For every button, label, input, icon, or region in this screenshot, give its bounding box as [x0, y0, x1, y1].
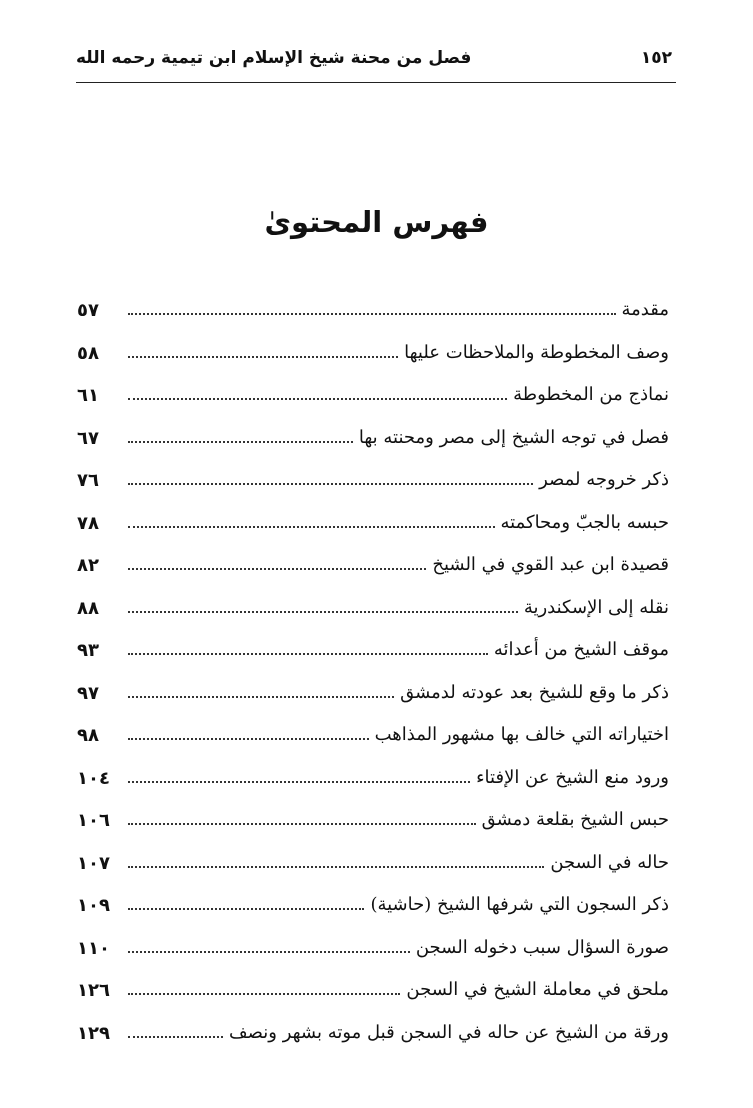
toc-entry [0, 843, 753, 886]
dot-leader [128, 696, 394, 698]
toc-entry-label: حبس الشيخ بقلعة دمشق [481, 809, 669, 830]
toc-entry [0, 460, 753, 503]
dot-leader [128, 356, 398, 358]
toc-entry-line [128, 427, 669, 448]
toc-entry-page: ١٠٩ [77, 895, 110, 916]
toc-entry-line [128, 469, 669, 490]
toc-entry-page: ٩٨ [77, 725, 99, 746]
toc-entry-label: حاله في السجن [550, 851, 669, 873]
toc-entry-line [128, 937, 669, 958]
toc-entry-line [128, 512, 669, 533]
dot-leader [128, 908, 364, 910]
dot-leader [128, 441, 353, 443]
toc-entry [0, 630, 753, 673]
toc-entry [0, 758, 753, 801]
toc-entry-label: نماذج من المخطوطة [513, 384, 669, 405]
toc-entry-line [128, 342, 669, 363]
toc-entry-label: ورود منع الشيخ عن الإفتاء [476, 766, 669, 788]
toc-entry [0, 715, 753, 758]
toc-entry-page: ١٠٧ [77, 852, 110, 874]
dot-leader [128, 526, 495, 528]
toc-entry-label: ورقة من الشيخ عن حاله في السجن قبل موته بشهر ونصف [229, 1021, 669, 1043]
toc-entry-line [128, 979, 669, 1000]
toc-entry [0, 333, 753, 376]
dot-leader [128, 823, 476, 825]
toc-entry [0, 545, 753, 588]
toc-entry-page: ١١٠ [77, 937, 110, 959]
toc-entry [0, 418, 753, 461]
dot-leader [128, 951, 410, 953]
dot-leader [128, 398, 507, 400]
toc-entry-label: اختياراته التي خالف بها مشهور المذاهب [374, 724, 669, 745]
toc-entry-page: ١٢٦ [77, 980, 110, 1001]
toc-heading: فهرس المحتوىٰ [264, 205, 489, 239]
toc-entry-page: ١٠٦ [77, 810, 110, 831]
toc-entry-line [128, 299, 669, 320]
toc-entry-label: مقدمة [621, 299, 669, 320]
toc-entry-line [128, 384, 669, 405]
toc-entry-page: ٨٢ [77, 555, 99, 576]
toc-entry [0, 375, 753, 418]
toc-entry-page: ٧٨ [77, 512, 99, 534]
toc-entry-label: نقله إلى الإسكندرية [523, 596, 669, 618]
toc-entry [0, 885, 753, 928]
toc-entry-label: ذكر خروجه لمصر [539, 469, 669, 490]
toc-entry-page: ٦٧ [77, 427, 99, 449]
toc-entry-line [128, 894, 669, 915]
dot-leader [128, 993, 400, 995]
toc-entry-page: ٥٧ [77, 300, 99, 321]
toc-entry-label: قصيدة ابن عبد القوي في الشيخ [432, 554, 669, 575]
toc-entry-label: وصف المخطوطة والملاحظات عليها [404, 341, 669, 363]
toc-entry-label: ذكر السجون التي شرفها الشيخ (حاشية) [370, 894, 669, 915]
toc-entry [0, 1013, 753, 1056]
dot-leader [128, 653, 488, 655]
toc-entry [0, 800, 753, 843]
toc-entry [0, 290, 753, 333]
dot-leader [128, 483, 533, 485]
dot-leader [128, 611, 518, 613]
toc-entry-page: ١٢٩ [77, 1022, 110, 1044]
dot-leader [128, 738, 369, 740]
toc-entry [0, 928, 753, 971]
toc-entry-page: ٨٨ [77, 597, 99, 619]
toc-entry-page: ٧٦ [77, 470, 99, 491]
toc-list [0, 290, 753, 1055]
dot-leader [128, 781, 470, 783]
toc-entry [0, 673, 753, 716]
toc-entry-label: ذكر ما وقع للشيخ بعد عودته لدمشق [400, 681, 669, 703]
toc-entry-line [128, 597, 669, 618]
toc-entry-label: موقف الشيخ من أعدائه [493, 639, 669, 660]
toc-entry-label: حبسه بالجبّ ومحاكمته [500, 511, 669, 533]
toc-entry-line [128, 724, 669, 745]
toc-entry-label: فصل في توجه الشيخ إلى مصر ومحنته بها [358, 426, 669, 448]
toc-entry-label: صورة السؤال سبب دخوله السجن [415, 936, 669, 958]
dot-leader [128, 313, 616, 315]
toc-entry-line [128, 682, 669, 703]
toc-entry-page: ٥٨ [77, 342, 99, 364]
toc-entry-line [128, 809, 669, 830]
toc-entry-line [128, 767, 669, 788]
dot-leader [128, 866, 544, 868]
page-number: ١٥٢ [640, 48, 672, 68]
toc-entry [0, 970, 753, 1013]
toc-entry-line [128, 554, 669, 575]
toc-entry-line [128, 1022, 669, 1043]
running-header [76, 44, 676, 83]
toc-entry-label: ملحق في معاملة الشيخ في السجن [406, 979, 669, 1000]
running-title: فصل من محنة شيخ الإسلام ابن تيمية رحمه الله [76, 48, 472, 68]
toc-entry [0, 503, 753, 546]
toc-entry-page: ٩٣ [77, 640, 99, 661]
toc-entry-page: ٦١ [77, 385, 99, 406]
dot-leader [128, 568, 426, 570]
toc-entry-page: ٩٧ [77, 682, 99, 704]
toc-entry-line [128, 852, 669, 873]
toc-entry-page: ١٠٤ [77, 767, 110, 789]
dot-leader [128, 1036, 223, 1038]
toc-entry [0, 588, 753, 631]
toc-entry-line [128, 639, 669, 660]
